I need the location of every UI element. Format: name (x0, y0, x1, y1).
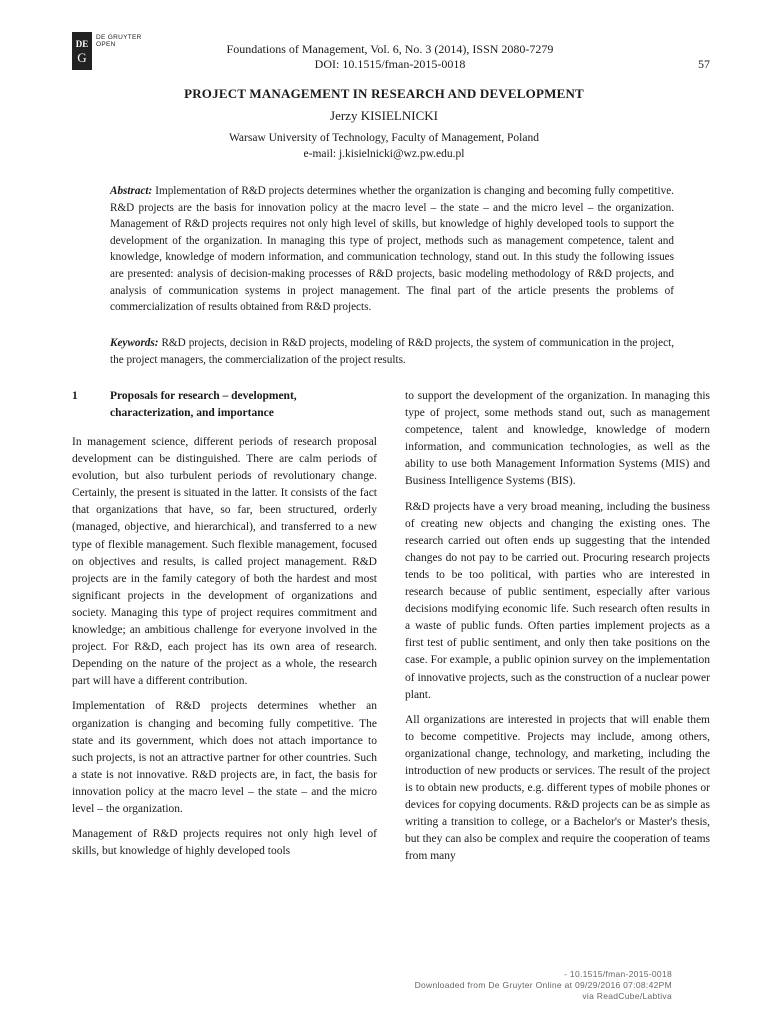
publisher-name (96, 34, 142, 48)
left-column (72, 388, 377, 868)
paragraph: Management of R&D projects requires not only high level of skills, but knowledge of highly developed tools (72, 828, 377, 858)
paragraph: R&D projects have a very broad meaning, including the business of creating new objects and changing the existing ones. The research carried out often ends up suggesting that the intended changes do not pay to be carried out. Procuring research projects tends to be too political, with parties who are interested in research because of public sentiment, especially after various decisions modifying economic life. Such research often results in a waste of public funds. Often parties implement projects as a first test of public sentiment, and only then take positions on the case. For example, a public opinion survey on the implementation of innovative projects, such as the construction of a nuclear power plant. (405, 500, 710, 701)
author-email: e-mail: j.kisielnicki@wz.pw.edu.pl (303, 148, 465, 160)
footer-via: via ReadCube/Labtiva (582, 991, 672, 1001)
abstract-text: Implementation of R&D projects determines whether the organization is changing and becoming fully competitive. R&D projects are the basis for innovation policy at the macro level – the state – and the micro level – the organization. Management of R&D projects requires not only high level of skills, but knowledge of highly developed tools to support the development of the organization. In managing this type of project, methods such as management competence, talent and knowledge, knowledge of modern information, and communication technology, stand out. In this study the following issues are presented: analysis of decision-making processes of R&D projects, basic modeling methodology of R&D projects, and analysis of communication systems in project management. The final part of the article presents the problems of commercialization of results obtained from R&D projects. (110, 185, 674, 314)
paragraph: All organizations are interested in projects that will enable them to become competitive. Projects may include, among others, organizational change, technology, and marketing, including the introduction of new products or services. The result of the project is to obtain new products, e.g. different types of mobile phones or devices for copying documents. R&D projects can be as simple as writing a transition to college, or a Bachelor's or Master's thesis, but they can also be complex and require the cooperation of teams from many (405, 713, 710, 863)
section-number: 1 (72, 390, 78, 402)
journal-doi: DOI: 10.1515/fman-2015-0018 (314, 57, 466, 71)
section-title: Proposals for research – development, characterization, and importance (110, 390, 297, 419)
publisher-name-line2: OPEN (96, 41, 116, 48)
journal-header (200, 42, 580, 72)
journal-citation: Foundations of Management, Vol. 6, No. 3 (2014), ISSN 2080-7279 (226, 42, 554, 56)
affiliation-text: Warsaw University of Technology, Faculty of Management, Poland (229, 132, 539, 144)
logo-top-letters: DE (75, 39, 89, 49)
publisher-name-line1: DE GRUYTER (96, 34, 142, 41)
article-title: PROJECT MANAGEMENT IN RESEARCH AND DEVELOPMENT (184, 86, 584, 101)
paragraph: In management science, different periods of research proposal development can be distinguished. There are calm periods of evolution, but also turbulent periods of revolutionary change. Certainly, the present is situated in the latter. It consists of the fact that organizations that have, so far, been structured, orderly (managed, objective, and hierarchical), and transferred to a new type of flexible management. Such flexible management, focused on objectives and results, is called project management. R&D projects are in the family category of both the hardest and most significant projects in the development of organizations and society. Managing this type of project requires commitment and knowledge; an ambitious challenge for everyone involved in the project. For R&D, each project has its own area of research. Depending on the nature of the project as a whole, the research part will have a different contribution. (72, 436, 377, 688)
footer-doi: - 10.1515/fman-2015-0018 (564, 969, 672, 979)
abstract (110, 183, 674, 316)
download-footer (415, 969, 672, 1002)
logo-bottom-letter: G (77, 50, 87, 65)
footer-download-info: Downloaded from De Gruyter Online at 09/29/2016 07:08:42PM (414, 980, 672, 990)
abstract-label: Abstract: (110, 185, 153, 197)
right-column (405, 388, 710, 874)
keywords-text: R&D projects, decision in R&D projects, modeling of R&D projects, the system of communication in the project, the project managers, the commercialization of the project results. (110, 337, 675, 366)
page-number: 57 (698, 57, 710, 71)
author-affiliation (0, 130, 768, 162)
paragraph: to support the development of the organization. In managing this type of project, some methods stand out, such as management competence, talent and knowledge, knowledge of modern information, and communication technologies, as well as the ability to use both Management Information Systems (MIS) and Business Intelligence Systems (BIS). (405, 390, 710, 488)
paragraph: Implementation of R&D projects determines whether an organization is changing and becoming fully competitive. The state and its government, which does not attach importance to such projects, is not an attractive partner for other countries. Such a state is not innovative. R&D projects are, in fact, the basis for innovation policy at the macro level – the state – and the micro level – the organization. (72, 700, 377, 815)
keywords-label: Keywords: (110, 337, 159, 349)
keywords (110, 335, 674, 368)
publisher-logo (72, 32, 92, 70)
section-heading (72, 388, 377, 422)
article-author: Jerzy KISIELNICKI (330, 108, 438, 123)
